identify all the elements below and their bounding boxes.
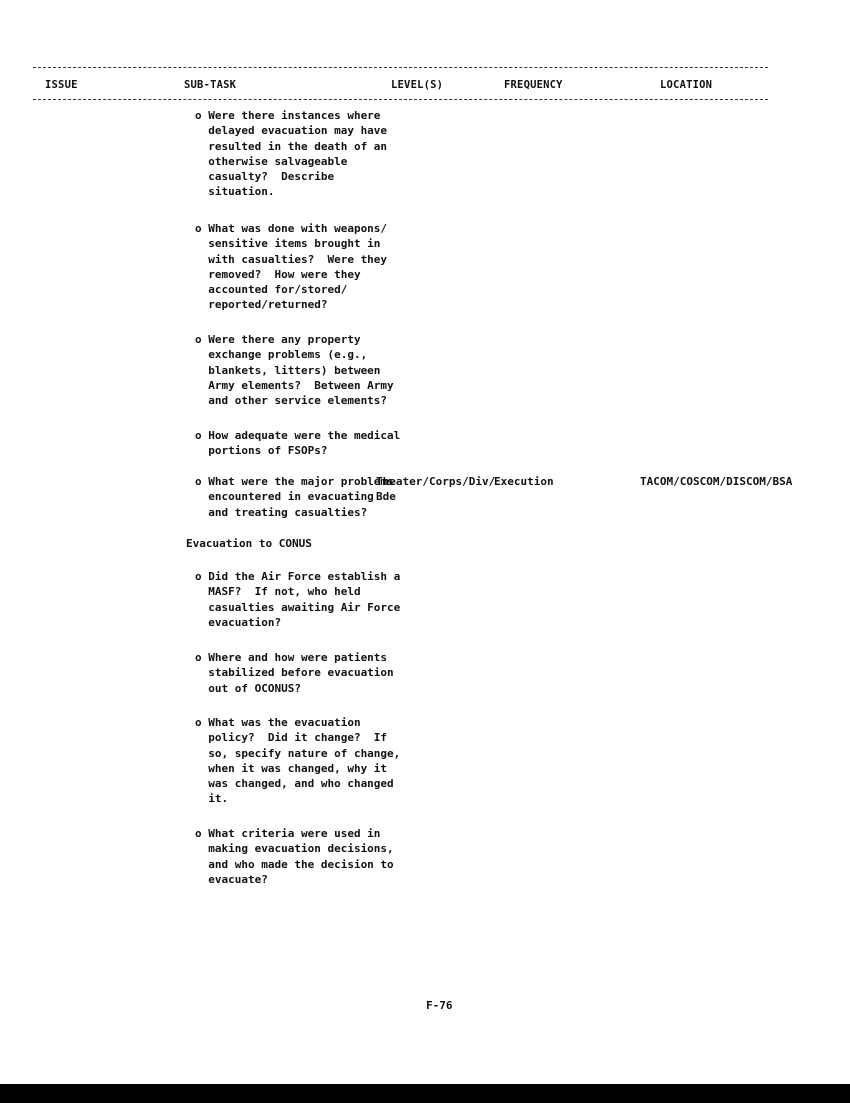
question-evacuation-policy: o What was the evacuation policy? Did it change? If so, specify nature of change, when it was changed, why it was changed, and who changed it. xyxy=(195,716,401,806)
level-cell-line1: Theater/Corps/Div/ xyxy=(376,475,496,488)
question-masf: o Did the Air Force establish a MASF? If not, who held casualties awaiting Air Force evacuation? xyxy=(195,570,401,629)
level-cell-line2: Bde xyxy=(376,490,396,503)
scan-bottom-border xyxy=(0,1084,850,1103)
question-major-problems: o What were the major problems encountered in evacuating and treating casualties? xyxy=(195,475,394,519)
header-location: LOCATION xyxy=(660,79,713,91)
frequency-cell: Execution xyxy=(494,475,554,488)
question-property-exchange: o Were there any property exchange problems (e.g., blankets, litters) between Army elements? Between Army and other service elements? xyxy=(195,333,394,408)
question-fsops: o How adequate were the medical portions of FSOPs? xyxy=(195,429,401,458)
section-title: Evacuation to CONUS xyxy=(186,537,312,550)
question-weapons-items: o What was done with weapons/ sensitive items brought in with casualties? Were they removed? How were they accounted for/stored/ reported/returned? xyxy=(195,222,388,312)
location-cell: TACOM/COSCOM/DISCOM/BSA xyxy=(640,475,793,488)
header-subtask: SUB-TASK xyxy=(184,79,237,91)
header-rule xyxy=(33,99,768,100)
header-issue: ISSUE xyxy=(45,79,78,91)
question-delayed-evacuation: o Were there instances where delayed evacuation may have resulted in the death of an otherwise salvageable casualty? Describe situation. xyxy=(195,109,388,199)
question-evacuation-criteria: o What criteria were used in making evacuation decisions, and who made the decision to evacuate? xyxy=(195,827,394,886)
top-rule xyxy=(33,67,768,68)
header-frequency: FREQUENCY xyxy=(504,79,563,91)
header-levels: LEVEL(S) xyxy=(391,79,444,91)
question-stabilization: o Where and how were patients stabilized before evacuation out of OCONUS? xyxy=(195,651,394,695)
page-number: F-76 xyxy=(426,999,453,1012)
